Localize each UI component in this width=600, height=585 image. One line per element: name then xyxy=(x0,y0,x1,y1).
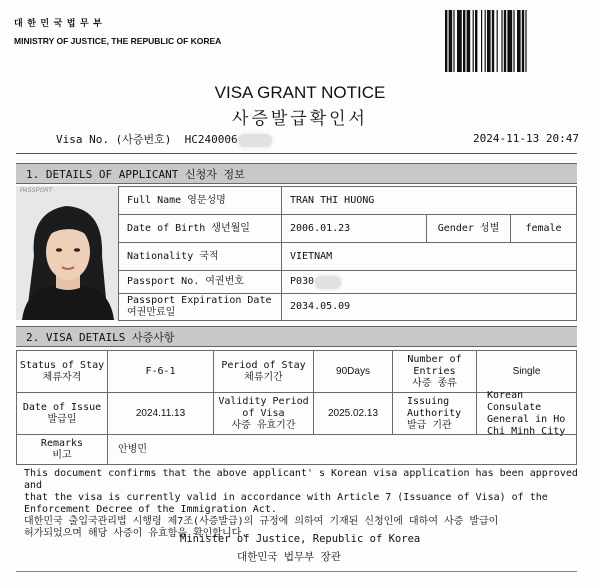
ministry-name-english: MINISTRY OF JUSTICE, THE REPUBLIC OF KOREA xyxy=(14,36,222,46)
period-of-stay-value: 90Days xyxy=(313,350,393,393)
passport-expiration-label-ko: 여권만료일 xyxy=(127,307,176,318)
issuing-authority-value-line1: Korean Consulate xyxy=(487,389,542,413)
remarks-value: 안병민 xyxy=(107,434,577,465)
period-of-stay-label xyxy=(213,350,314,393)
barcode xyxy=(445,10,585,72)
number-of-entries-label-ko: 사증 종류 xyxy=(412,377,457,389)
barcode-bar xyxy=(497,10,498,72)
visa-number xyxy=(56,131,272,147)
signatory-korean: 대한민국 법무부 장관 xyxy=(237,551,341,563)
gender-label: Gender 성별 xyxy=(426,214,511,243)
section-heading-applicant: 1. DETAILS OF APPLICANT 신청자 정보 xyxy=(16,163,577,184)
visa-number-value: HC240006 xyxy=(184,133,238,146)
issuing-authority-label-line2: Authority xyxy=(407,407,462,419)
status-of-stay-label-en: Status of Stay xyxy=(19,359,105,371)
validity-period-label-line2: of Visa xyxy=(242,407,285,419)
validity-period-label-ko: 사증 유효기간 xyxy=(231,419,296,431)
redaction-blur xyxy=(315,276,341,289)
ministry-name-korean: 대 한 민 국 법 무 부 xyxy=(14,18,103,28)
issuing-authority-label xyxy=(392,392,477,435)
section-heading-visa-details: 2. VISA DETAILS 사증사항 xyxy=(16,326,577,347)
full-name-value: TRAN THI HUONG xyxy=(281,186,577,215)
number-of-entries-value: Single xyxy=(476,350,577,393)
barcode-bar xyxy=(487,10,491,72)
period-of-stay-label-ko: 체류기간 xyxy=(244,371,283,383)
remarks-label xyxy=(16,434,108,465)
redaction-blur xyxy=(238,134,272,147)
nationality-value: VIETNAM xyxy=(281,242,577,271)
number-of-entries-label-line1: Number of xyxy=(407,353,462,365)
document-title-english: VISA GRANT NOTICE xyxy=(214,83,386,102)
barcode-bar xyxy=(449,10,453,72)
number-of-entries-label-line2: Entries xyxy=(413,365,456,377)
passport-number-text: P030 xyxy=(290,276,315,287)
full-name-label: Full Name 영문성명 xyxy=(118,186,282,215)
barcode-bar xyxy=(504,10,506,72)
issuing-authority-value-line3: Chi Minh City xyxy=(487,425,566,437)
barcode-bar xyxy=(481,10,482,72)
passport-expiration-value: 2034.05.09 xyxy=(281,293,577,321)
visa-number-label: Visa No. (사증번호) xyxy=(56,133,172,146)
confirmation-notice xyxy=(24,468,584,540)
barcode-bar xyxy=(522,10,524,72)
status-of-stay-label xyxy=(16,350,108,393)
notice-ko-line-1: 대한민국 출입국관리법 시행령 제7조(사증발급)의 규정에 의하여 기재된 신청인에 대하여 사증 발급이 xyxy=(24,516,499,527)
date-of-birth-value: 2006.01.23 xyxy=(281,214,427,243)
barcode-bar xyxy=(513,10,514,72)
barcode-bar xyxy=(445,10,447,72)
signatory-english: Minister of Justice, Republic of Korea xyxy=(180,533,421,545)
passport-number-label: Passport No. 여권번호 xyxy=(118,270,282,294)
gender-value: female xyxy=(510,214,577,243)
passport-number-value xyxy=(281,270,577,294)
barcode-bar xyxy=(473,10,474,72)
issuing-authority-value xyxy=(476,389,577,437)
validity-period-value: 2025.02.13 xyxy=(313,392,393,435)
nationality-label: Nationality 국적 xyxy=(118,242,282,271)
issuing-authority-value-line2: General in Ho xyxy=(487,413,566,425)
barcode-bar xyxy=(453,10,454,72)
notice-en-line-1: This document confirms that the above applicant' s Korean visa application has been approved and xyxy=(24,468,578,491)
photo-caption: PASSPORT xyxy=(20,188,53,194)
notice-ko-line-2: 허가되었으며 해당 사증이 유효함을 확인합니다. xyxy=(24,528,248,539)
barcode-bar xyxy=(463,10,465,72)
period-of-stay-label-en: Period of Stay xyxy=(221,359,306,371)
status-of-stay-label-ko: 체류자격 xyxy=(42,371,82,383)
date-of-issue-label-en: Date of Issue xyxy=(22,401,102,413)
date-of-issue-label-ko: 발급일 xyxy=(47,413,77,425)
barcode-bar xyxy=(457,10,462,72)
divider xyxy=(16,153,577,154)
applicant-photo xyxy=(16,186,118,320)
notice-en-line-3: Enforcement Decree of the Immigration Act. xyxy=(24,504,277,515)
issue-timestamp: 2024-11-13 20:47 xyxy=(473,132,579,145)
notice-en-line-2: that the visa is currently valid in accordance with Article 7 (Issuance of Visa) of the xyxy=(24,492,548,503)
passport-expiration-label xyxy=(118,293,282,321)
passport-expiration-label-en: Passport Expiration Date xyxy=(127,295,272,306)
barcode-bar xyxy=(485,10,486,72)
date-of-issue-value: 2024.11.13 xyxy=(107,392,214,435)
document-title-korean: 사증발급확인서 xyxy=(232,109,368,128)
barcode-bar xyxy=(525,10,526,72)
remarks-label-en: Remarks xyxy=(40,437,84,449)
status-of-stay-value: F-6-1 xyxy=(107,350,214,393)
remarks-label-ko: 비고 xyxy=(52,449,72,461)
portrait-image xyxy=(16,186,118,320)
validity-period-label-line1: Validity Period xyxy=(218,395,309,407)
date-of-issue-label xyxy=(16,392,108,435)
barcode-bar xyxy=(475,10,477,72)
barcode-bar xyxy=(517,10,521,72)
date-of-birth-label: Date of Birth 생년월일 xyxy=(118,214,282,243)
barcode-bar xyxy=(507,10,512,72)
issuing-authority-label-line1: Issuing xyxy=(407,395,450,407)
validity-period-label xyxy=(213,392,314,435)
divider xyxy=(16,571,577,572)
barcode-bar xyxy=(467,10,471,72)
barcode-bar xyxy=(492,10,494,72)
barcode-bar xyxy=(501,10,502,72)
issuing-authority-label-ko: 발급 기관 xyxy=(407,419,452,431)
number-of-entries-label xyxy=(392,350,477,393)
